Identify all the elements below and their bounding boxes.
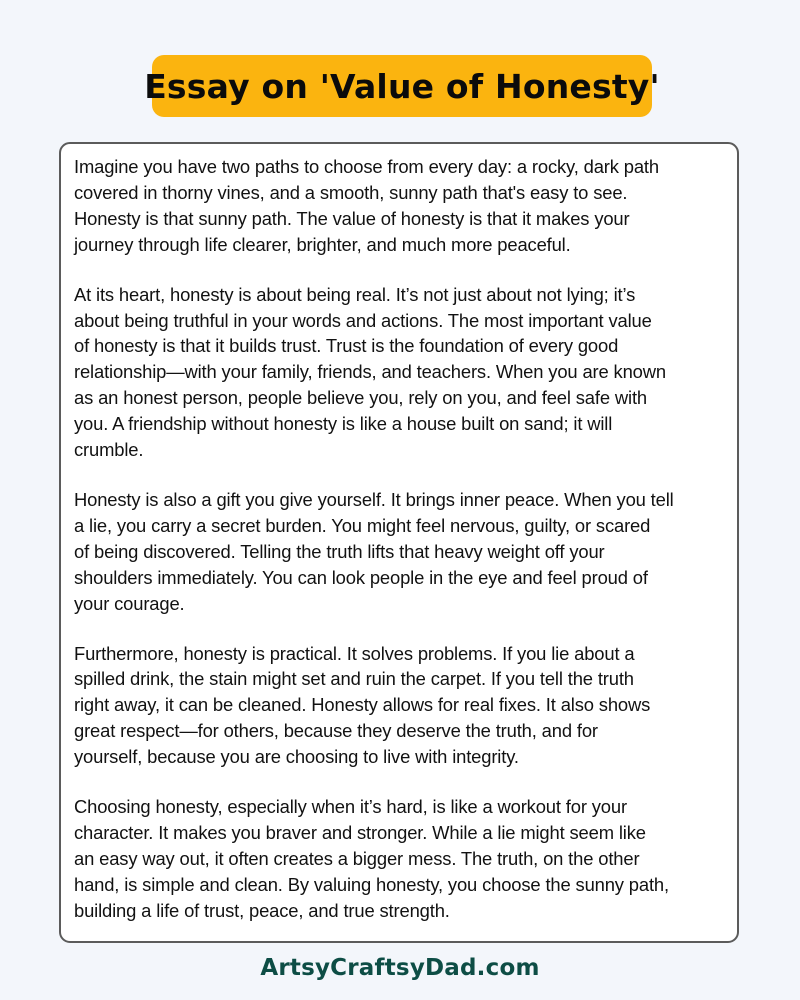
essay-line: covered in thorny vines, and a smooth, sunny path that's easy to see. [74, 181, 628, 203]
essay-paragraph-3 [74, 487, 734, 617]
essay-line: spilled drink, the stain might set and ruin the carpet. If you tell the truth [74, 668, 634, 690]
essay-paragraph-1 [74, 154, 734, 258]
essay-line: building a life of trust, peace, and true strength. [74, 899, 450, 921]
essay-line: journey through life clearer, brighter, and much more peaceful. [74, 233, 571, 255]
essay-line: Imagine you have two paths to choose from every day: a rocky, dark path [74, 156, 659, 177]
essay-line: of being discovered. Telling the truth lifts that heavy weight off your [74, 540, 605, 562]
essay-line: your courage. [74, 592, 185, 614]
essay-paragraph-4 [74, 641, 734, 771]
essay-line: character. It makes you braver and stronger. While a lie might seem like [74, 821, 646, 843]
title-banner [144, 55, 660, 117]
essay-line: an easy way out, it often creates a bigger mess. The truth, on the other [74, 847, 640, 869]
essay-line: hand, is simple and clean. By valuing honesty, you choose the sunny path, [74, 873, 669, 895]
essay-line: crumble. [74, 439, 144, 461]
essay-box [59, 142, 739, 943]
essay-line: Honesty is also a gift you give yourself. It brings inner peace. When you tell [74, 488, 674, 510]
essay-line: relationship—with your family, friends, and teachers. When you are known [74, 361, 666, 383]
essay-line: shoulders immediately. You can look people in the eye and feel proud of [74, 566, 648, 588]
essay-line: as an honest person, people believe you, rely on you, and feel safe with [74, 387, 647, 409]
essay-line: At its heart, honesty is about being real. It’s not just about not lying; it’s [74, 283, 636, 305]
essay-body [74, 154, 734, 948]
essay-line: Choosing honesty, especially when it’s hard, is like a workout for your [74, 796, 627, 818]
essay-line: Honesty is that sunny path. The value of honesty is that it makes your [74, 207, 630, 229]
essay-line: Furthermore, honesty is practical. It solves problems. If you lie about a [74, 642, 635, 664]
page-title: Essay on 'Value of Honesty' [144, 66, 660, 106]
essay-paragraph-5 [74, 794, 734, 924]
essay-line: yourself, because you are choosing to live with integrity. [74, 746, 519, 768]
essay-paragraph-2 [74, 282, 734, 463]
essay-line: right away, it can be cleaned. Honesty allows for real fixes. It also shows [74, 694, 651, 716]
footer-site-name: ArtsyCraftsyDad.com [260, 955, 540, 981]
essay-line: about being truthful in your words and actions. The most important value [74, 309, 652, 331]
essay-line: of honesty is that it builds trust. Trust is the foundation of every good [74, 335, 619, 357]
essay-line: you. A friendship without honesty is like a house built on sand; it will [74, 413, 613, 435]
essay-line: great respect—for others, because they deserve the truth, and for [74, 720, 598, 742]
essay-line: a lie, you carry a secret burden. You might feel nervous, guilty, or scared [74, 514, 651, 536]
